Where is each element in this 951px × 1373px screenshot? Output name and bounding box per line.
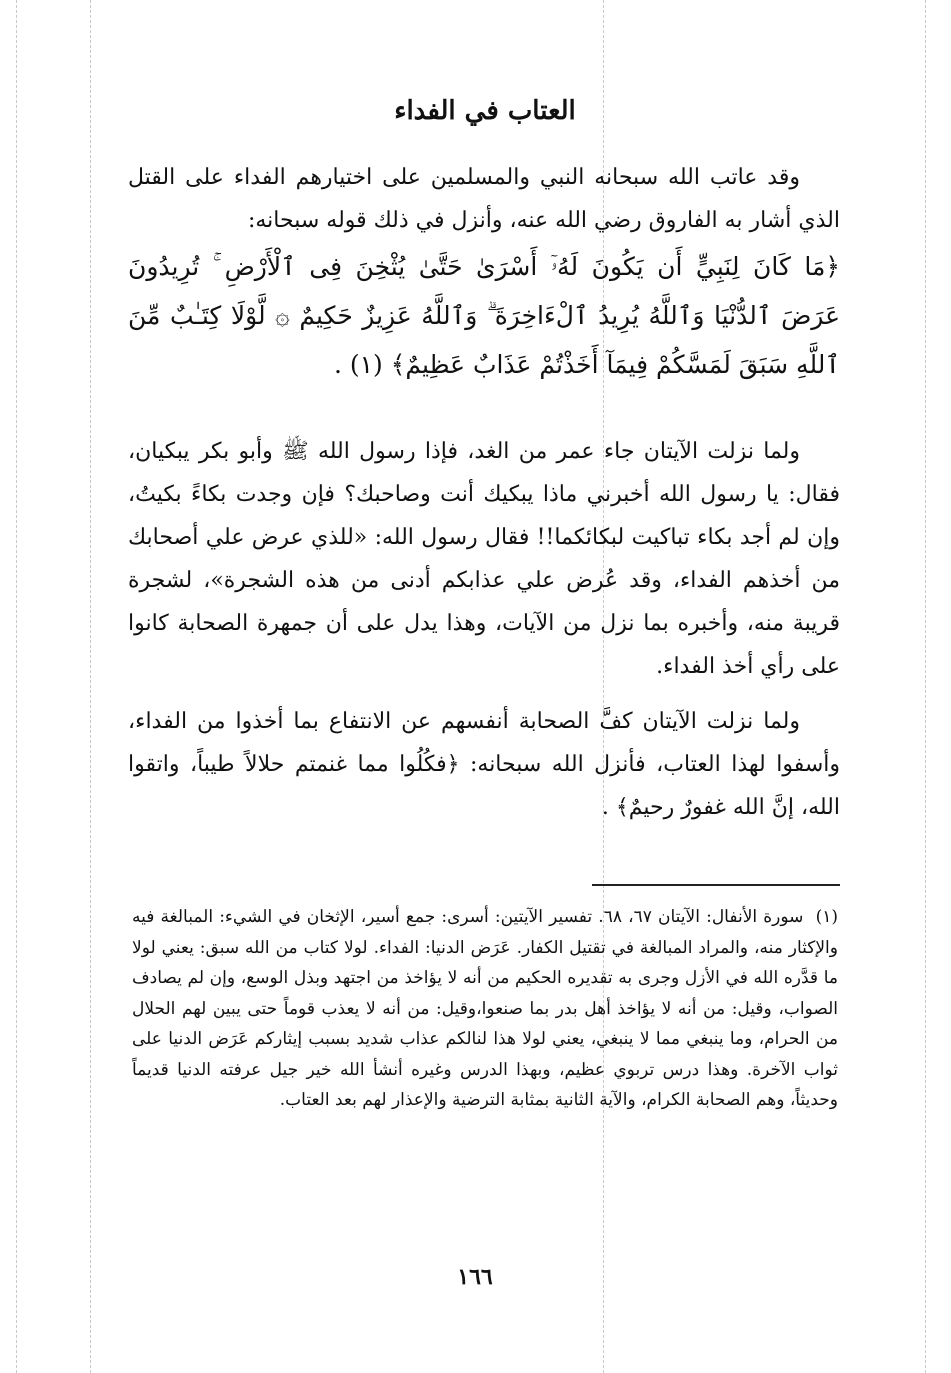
closing-paragraph: ولما نزلت الآيتان كفَّ الصحابة أنفسهم عن الانتفاع بما أخذوا من الفداء، وأسفوا لهذا العتاب، فأنزل الله سبحانه: ﴿فكُلُوا مما غنمتم حلالاً طيباً، واتقوا الله، إنَّ الله غفورٌ رحيمٌ﴾ . [128,709,840,820]
footnote-number: (١) [815,907,838,927]
scan-guide-line [90,0,91,1373]
scan-guide-line [16,0,17,1373]
quran-verse: ﴿مَا كَانَ لِنَبِيٍّ أَن يَكُونَ لَهُۥٓ أَسْرَىٰ حَتَّىٰ يُثْخِنَ فِى ٱلْأَرْضِ ۚ تُرِيدُونَ عَرَضَ ٱلدُّنْيَا وَٱللَّهُ يُرِيدُ ٱلْءَاخِرَةَ ۗ وَٱللَّهُ عَزِيزٌ حَكِيمٌ ۞ لَّوْلَا كِتَـٰبٌ مِّنَ ٱللَّهِ سَبَقَ لَمَسَّكُمْ فِيمَآ أَخَذْتُمْ عَذَابٌ عَظِيمٌ﴾ (١) . [128,252,840,379]
footnote [132,902,838,1116]
section-title: العتاب في الفداء [394,96,576,126]
narration-paragraph: ولما نزلت الآيتان جاء عمر من الغد، فإذا رسول الله ﷺ وأبو بكر يبكيان، فقال: يا رسول الله أخبرني ماذا يبكيك أنت وصاحبك؟ فإن وجدت بكاءً بكيتُ، وإن لم أجد بكاء تباكيت لبكائكما!! فقال رسول الله: «للذي عرض علي أصحابك من أخذهم الفداء، وقد عُرض علي عذابكم أدنى من هذه الشجرة»، لشجرة قريبة منه، وأخبره بما نزل من الآيات، وهذا يدل على أن جمهرة الصحابة كانوا على رأي أخذ الفداء. [128,439,840,679]
scan-guide-line [925,0,926,1373]
footnote-separator [592,884,840,886]
page-number: ١٦٦ [457,1264,493,1290]
intro-paragraph: وقد عاتب الله سبحانه النبي والمسلمين على اختيارهم الفداء على القتل الذي أشار به الفاروق رضي الله عنه، وأنزل في ذلك قوله سبحانه: [128,165,840,233]
footnote-text: سورة الأنفال: الآيتان ٦٧، ٦٨. تفسير الآيتين: أسرى: جمع أسير، الإثخان في الشيء: المبالغة فيه والإكثار منه، والمراد المبالغة في تقتيل الكفار. عَرَض الدنيا: الفداء. لولا كتاب من الله سبق: يعني لولا ما قدَّره الله في الأزل وجرى به تقديره الحكيم من أنه لا يؤاخذ من اجتهد وبذل الوسع، وإن لم يصادف الصواب، وقيل: من أنه لا يؤاخذ أهل بدر بما صنعوا،وقيل: من أنه لا يعذب قوماً حتى يبين لهم الحلال من الحرام، وما ينبغي مما لا ينبغي، يعني لولا هذا لنالكم عذاب شديد بسبب إيثاركم عَرَض الدنيا على ثواب الآخرة. وهذا درس تربوي عظيم، وبهذا الدرس وغيره أنشأ الله خير جيل عرفته الدنيا قديماً وحديثاً، وهم الصحابة الكرام، والآية الثانية بمثابة الترضية والإعذار لهم بعد العتاب. [132,907,839,1110]
